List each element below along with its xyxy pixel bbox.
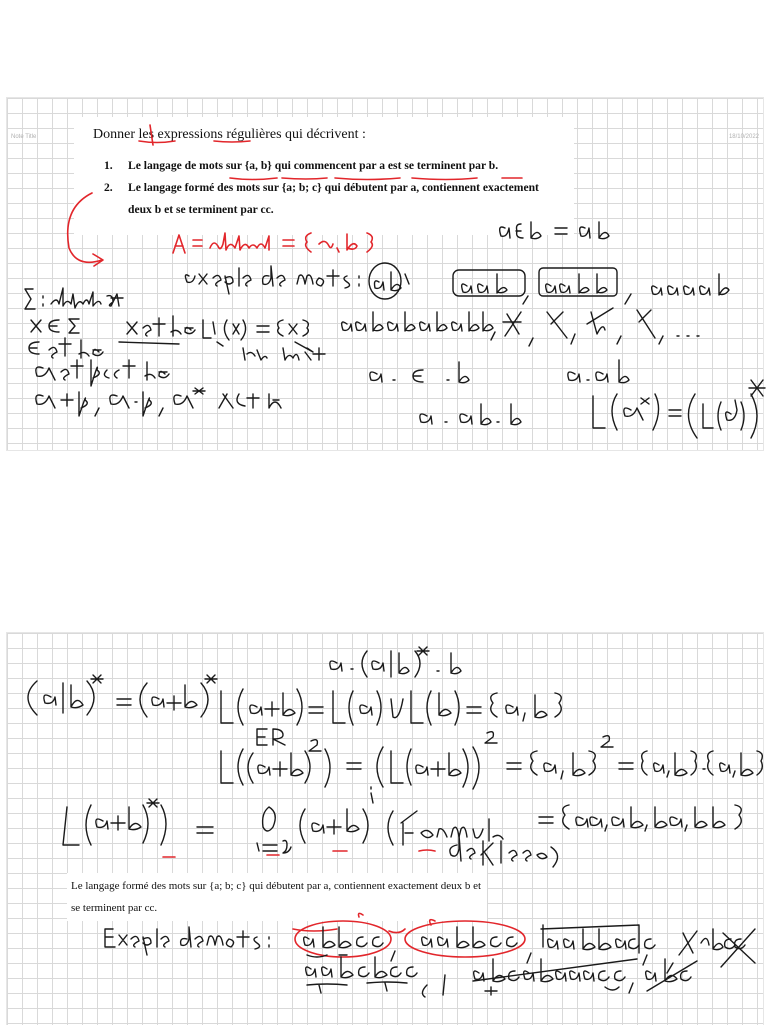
task-item-1: 1. Le langage de mots sur {a, b} qui commencent par a est se terminent par b.: [104, 159, 499, 172]
red-annotations: [68, 125, 522, 266]
notebook-page-1: [6, 97, 764, 451]
red-annotations-page-2: [163, 850, 525, 957]
page-header-date: 18/10/2022: [728, 134, 759, 140]
task-item-2: 2. Le langage formé des mots sur {a; b; c} qui débutent par a, contiennent exactement deux b et se terminent par cc.: [104, 181, 539, 216]
handwriting-ink-page-2: [7, 633, 763, 1025]
page-header-title: Note Title: [11, 134, 37, 140]
handwriting-ink-page-1: [7, 98, 763, 450]
black-handwriting-page-2: [28, 647, 762, 997]
problem-quote-text: Le langage formé des mots sur {a; b; c} qui débutent par a, contiennent exactement deux b et se terminent par cc.: [71, 880, 482, 914]
notebook-page-2: [6, 632, 764, 1025]
black-handwriting: [25, 222, 765, 438]
task-title: Donner les expressions régulières qui décrivent :: [93, 127, 366, 142]
